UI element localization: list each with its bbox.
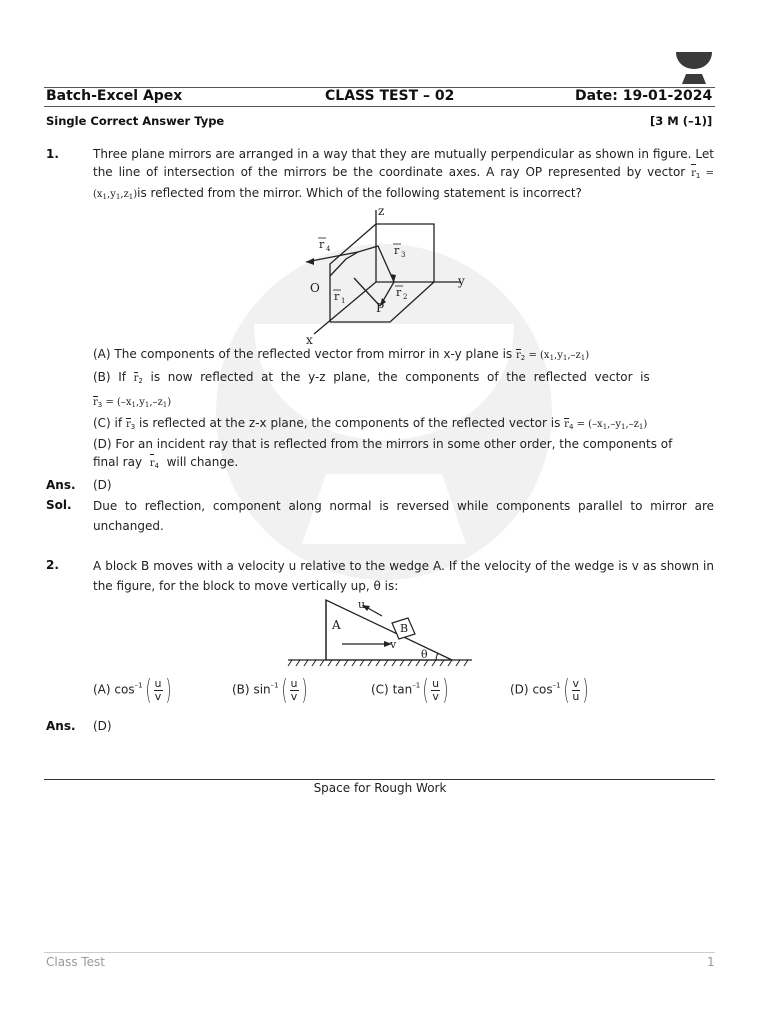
velocity-v-label: v	[390, 638, 397, 651]
option-2c: (C) $\tan^{-1}$( $\frac{u}{v}$ )	[371, 673, 449, 706]
r2-label: r	[396, 286, 402, 299]
svg-text:4: 4	[326, 245, 331, 253]
option-1d: (D) For an incident ray that is reflected from the mirrors in some other order, the components of final ray $r_4$ will change.	[93, 436, 714, 475]
answer-2-value: (D)	[93, 719, 112, 733]
wedge-figure	[286, 596, 476, 672]
theta-label: θ	[421, 648, 428, 661]
option-1b: (B) If $r_2$ is now reflected at the y-z plane, the components of the reflected vector is	[93, 370, 650, 385]
header-bottom-rule	[44, 106, 715, 107]
option-2b: (B) $\sin^{-1}$( $\frac{u}{v}$ )	[232, 673, 308, 706]
page-number: 1	[707, 955, 715, 969]
test-title: CLASS TEST – 02	[325, 88, 455, 104]
marks-scheme: [3 M (–1)]	[650, 114, 713, 128]
r1-label: r	[334, 290, 340, 303]
answer-1-label: Ans.	[46, 478, 76, 492]
wedge-label: A	[332, 618, 341, 632]
option-1c: (C) if $r_3$ is reflected at the z-x plane, the components of the reflected vector is $r_4 = (-x_1,-y_1,-z_1)$	[93, 416, 648, 431]
svg-text:2: 2	[403, 293, 408, 301]
velocity-u-label: u	[358, 598, 366, 611]
brand-logo-icon	[676, 52, 712, 84]
solution-1-text: Due to reflection, component along normal is reversed while components parallel to mirror are unchanged.	[93, 499, 714, 533]
option-1a: (A) The components of the reflected vector from mirror in x-y plane is $r_2 = (x_1,y_1,-z_1)$	[93, 347, 590, 362]
svg-text:1: 1	[341, 297, 346, 305]
solution-1-label: Sol.	[46, 498, 72, 512]
r3-label: r	[394, 244, 400, 257]
block-label: B	[400, 622, 409, 635]
point-p-label: P	[376, 301, 385, 315]
footer-label: Class Test	[46, 955, 106, 969]
question-1-number: 1.	[46, 147, 59, 161]
batch-name: Batch-Excel Apex	[46, 88, 183, 104]
axis-y-label: y	[458, 274, 465, 288]
rough-work-label: Space for Rough Work	[313, 781, 447, 795]
axis-x-label: x	[306, 333, 313, 347]
svg-text:3: 3	[401, 251, 406, 259]
answer-2-label: Ans.	[46, 719, 76, 733]
option-1b-equation: $r_3 = (-x_1,y_1,-z_1)$	[93, 397, 172, 409]
question-1-text: Three plane mirrors are arranged in a way that they are mutually perpendicular as shown in figure. Let the line of intersection of the mirrors be the coordinate axes. A ray OP represented by vector $r_1 = (x_1,y_1,z_1)is$ reflected from the mirror. Which of the following statement is incorrect?	[93, 147, 714, 201]
option-2d: (D) $\cos^{-1}$( $\frac{v}{u}$ )	[510, 673, 589, 706]
r4-label: r	[319, 238, 325, 251]
mirror-figure	[296, 202, 476, 348]
answer-1-value: (D)	[93, 478, 112, 492]
point-o-label: O	[310, 281, 320, 295]
footer-rule	[44, 952, 715, 953]
test-date: Date: 19-01-2024	[575, 88, 713, 104]
axis-z-label: z	[378, 204, 385, 218]
rough-work-rule	[44, 779, 715, 780]
question-2-text: A block B moves with a velocity u relative to the wedge A. If the velocity of the wedge is v as shown in the figure, for the block to move vertically up, θ is:	[93, 559, 714, 593]
option-2a: (A) $\cos^{-1}$( $\frac{u}{v}$ )	[93, 673, 171, 706]
question-type: Single Correct Answer Type	[46, 114, 225, 128]
question-2-number: 2.	[46, 558, 59, 572]
